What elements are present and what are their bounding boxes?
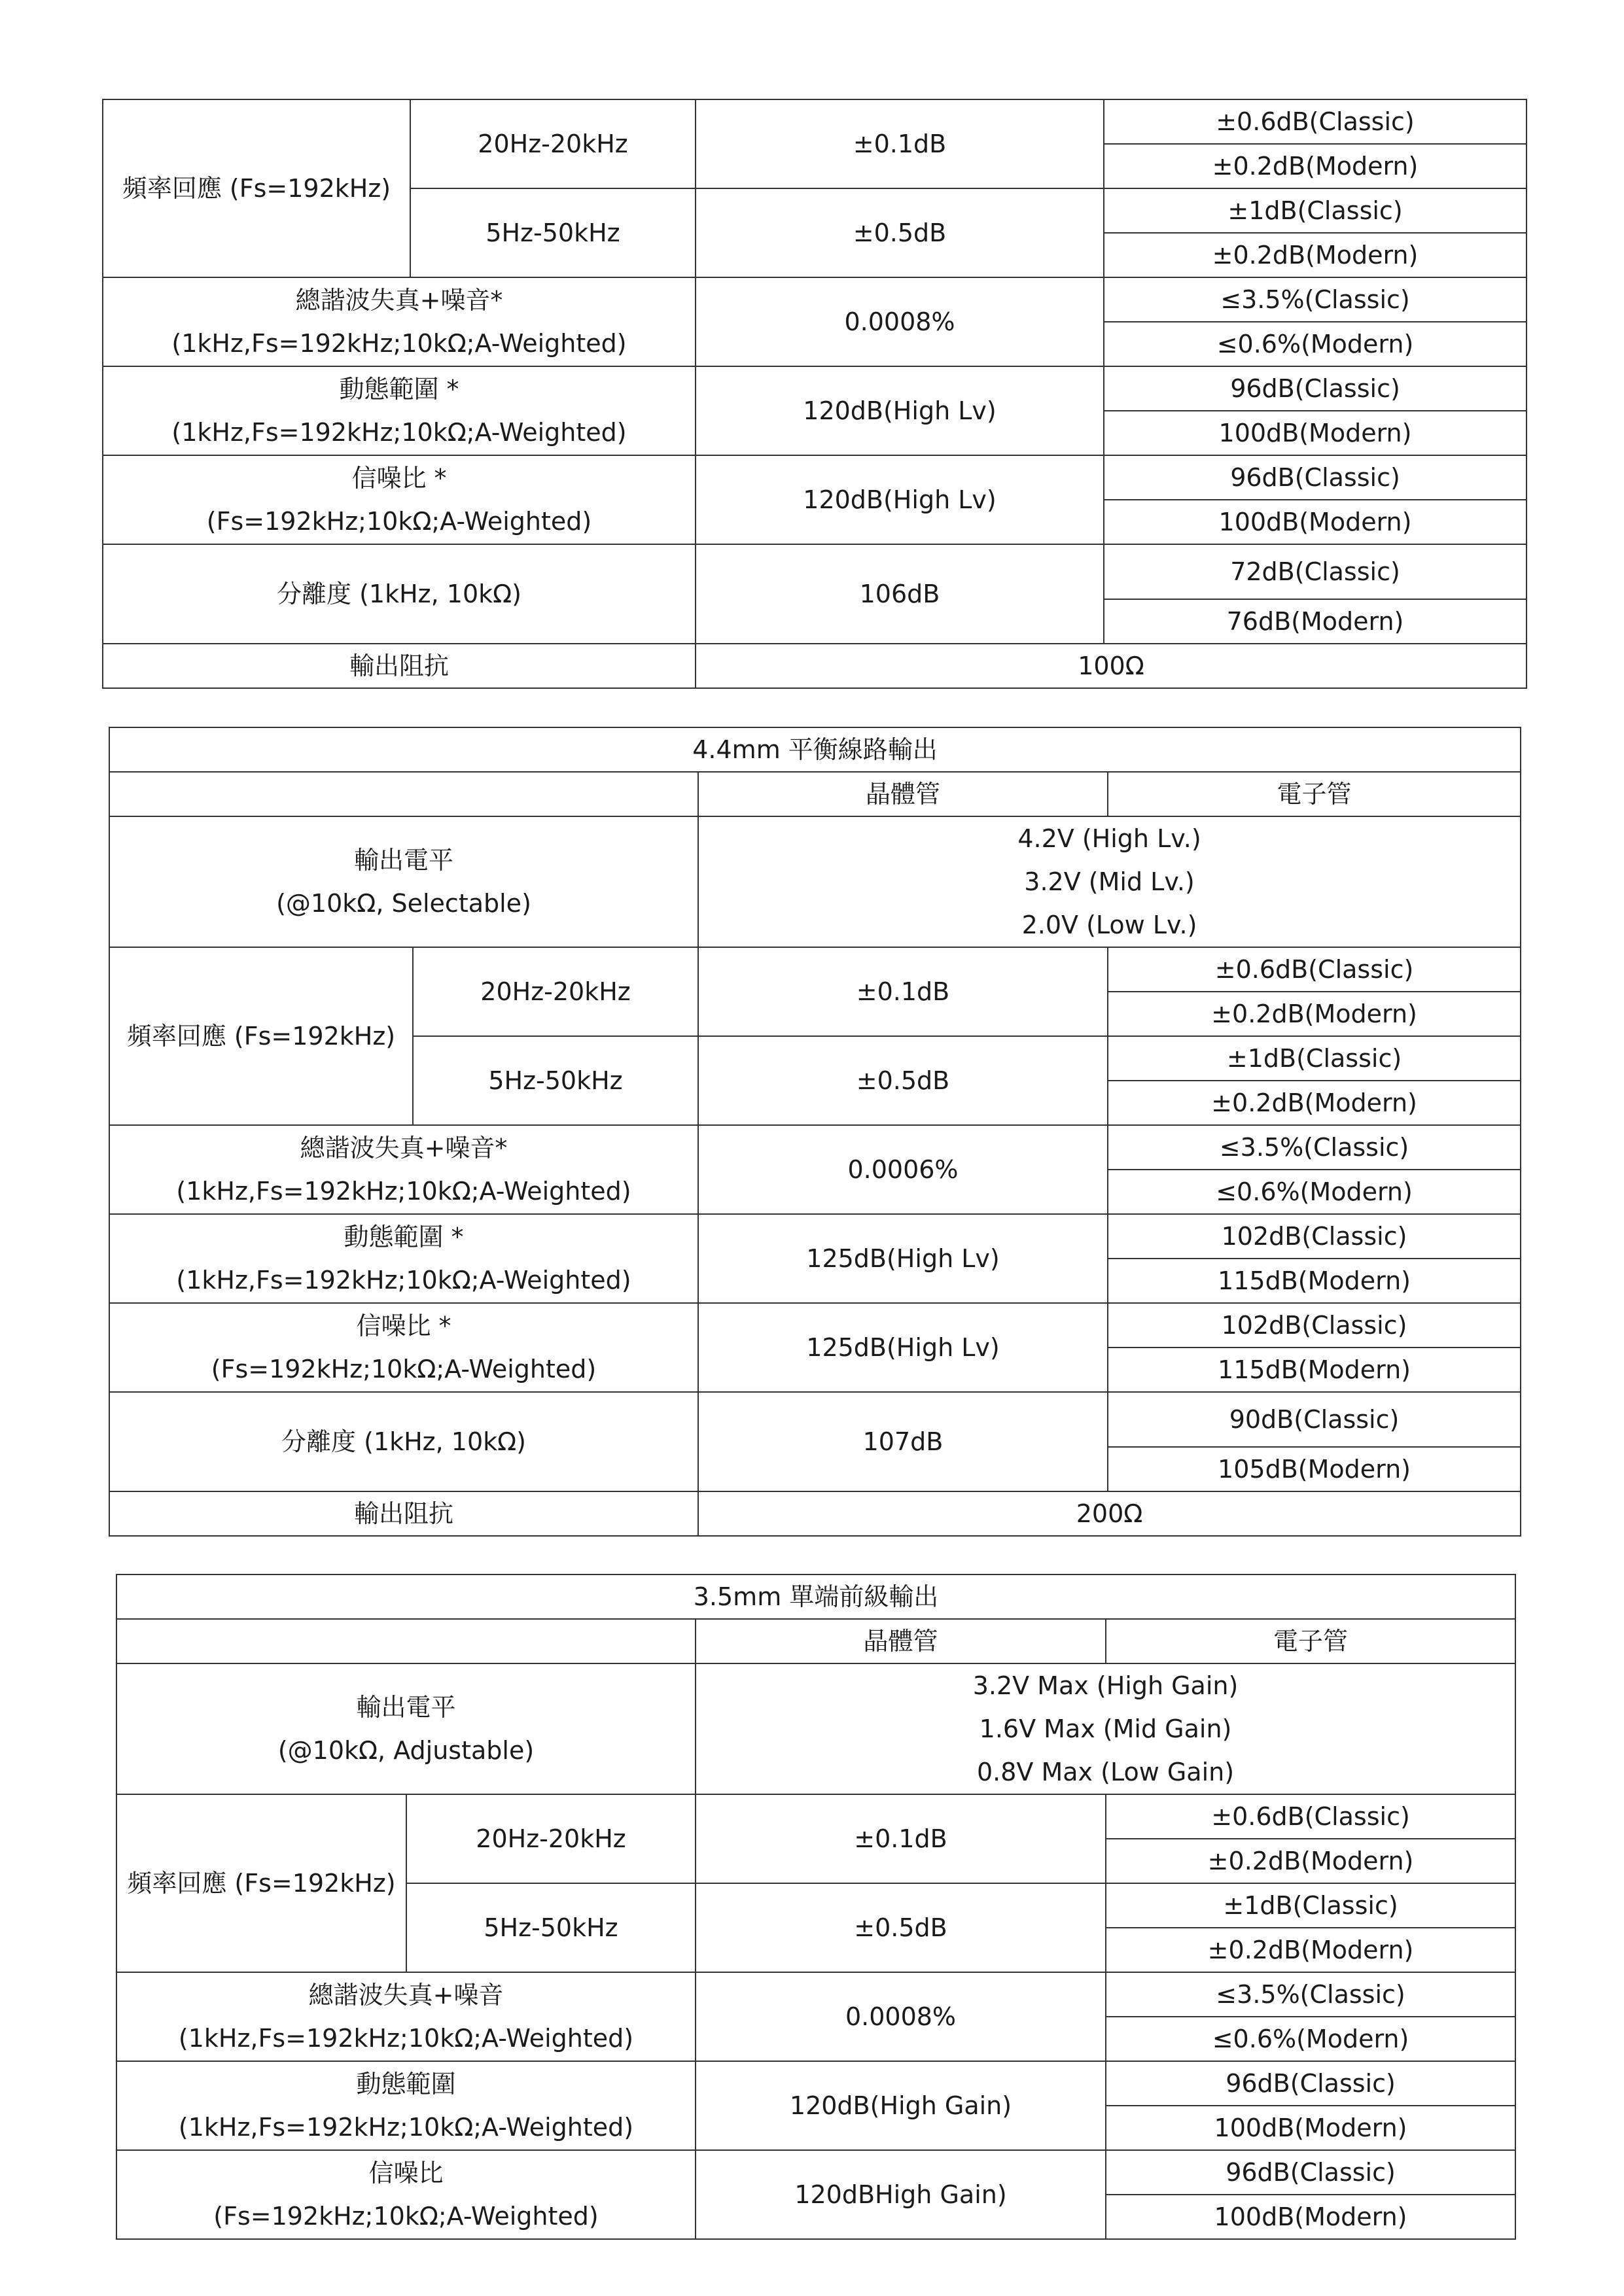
thd-value: 0.0008% xyxy=(696,277,1104,366)
snr-label-line2: (Fs=192kHz;10kΩ;A-Weighted) xyxy=(213,2202,599,2231)
snr-classic: 96dB(Classic) xyxy=(1106,2150,1515,2195)
output-level-line2: (@10kΩ, Selectable) xyxy=(276,889,531,918)
snr-label-line1: 信噪比 xyxy=(368,2159,444,2187)
thd-label-line2: (1kHz,Fs=192kHz;10kΩ;A-Weighted) xyxy=(178,2024,634,2053)
sep-label: 分離度 (1kHz, 10kΩ) xyxy=(109,1392,698,1491)
output-level-mid: 3.2V (Mid Lv.) xyxy=(1024,867,1195,896)
snr-modern: 115dB(Modern) xyxy=(1108,1348,1521,1392)
freq-value-20k: ±0.1dB xyxy=(698,947,1108,1036)
snr-classic: 102dB(Classic) xyxy=(1108,1303,1521,1348)
thd-classic: ≤3.5%(Classic) xyxy=(1106,1972,1515,2017)
col-tube: 電子管 xyxy=(1106,1619,1515,1663)
dr-value: 120dB(High Gain) xyxy=(696,2061,1106,2150)
table-title: 3.5mm 單端前級輸出 xyxy=(116,1574,1515,1619)
thd-label-line2: (1kHz,Fs=192kHz;10kΩ;A-Weighted) xyxy=(171,329,627,358)
freq-range-20k: 20Hz-20kHz xyxy=(410,99,696,188)
dr-label xyxy=(103,366,696,455)
table-title: 4.4mm 平衡線路輸出 xyxy=(109,727,1521,772)
dr-label-line1: 動態範圍 * xyxy=(344,1223,464,1251)
dr-label-line1: 動態範圍 * xyxy=(339,375,459,404)
freq-modern-20k: ±0.2dB(Modern) xyxy=(1108,992,1521,1036)
output-level-values xyxy=(698,816,1521,947)
dr-value: 120dB(High Lv) xyxy=(696,366,1104,455)
freq-modern-20k: ±0.2dB(Modern) xyxy=(1104,144,1527,188)
sep-classic: 72dB(Classic) xyxy=(1104,544,1527,599)
sep-modern: 105dB(Modern) xyxy=(1108,1447,1521,1491)
output-level-label xyxy=(116,1663,696,1794)
freq-classic-20k: ±0.6dB(Classic) xyxy=(1108,947,1521,992)
freq-classic-50k: ±1dB(Classic) xyxy=(1108,1036,1521,1081)
snr-label xyxy=(103,455,696,544)
impedance-value: 100Ω xyxy=(696,644,1527,688)
snr-modern: 100dB(Modern) xyxy=(1104,500,1527,544)
freq-response-label: 頻率回應 (Fs=192kHz) xyxy=(116,1794,406,1972)
dr-label-line1: 動態範圍 xyxy=(356,2070,456,2098)
freq-classic-20k: ±0.6dB(Classic) xyxy=(1106,1794,1515,1839)
thd-classic: ≤3.5%(Classic) xyxy=(1104,277,1527,322)
snr-label-line1: 信噪比 * xyxy=(356,1312,451,1340)
freq-range-20k: 20Hz-20kHz xyxy=(413,947,698,1036)
output-level-high: 4.2V (High Lv.) xyxy=(1017,824,1201,853)
freq-value-20k: ±0.1dB xyxy=(696,1794,1106,1883)
impedance-value: 200Ω xyxy=(698,1491,1521,1536)
freq-range-50k: 5Hz-50kHz xyxy=(410,188,696,277)
thd-label-line2: (1kHz,Fs=192kHz;10kΩ;A-Weighted) xyxy=(176,1177,631,1206)
thd-label-line1: 總諧波失真+噪音* xyxy=(295,286,503,315)
spec-table-3 xyxy=(116,1574,1516,2240)
output-level-low: 2.0V (Low Lv.) xyxy=(1021,911,1197,939)
thd-label xyxy=(116,1972,696,2061)
impedance-label: 輸出阻抗 xyxy=(109,1491,698,1536)
freq-classic-50k: ±1dB(Classic) xyxy=(1104,188,1527,233)
dr-value: 125dB(High Lv) xyxy=(698,1214,1108,1303)
thd-label-line1: 總諧波失真+噪音* xyxy=(300,1134,508,1162)
dr-modern: 115dB(Modern) xyxy=(1108,1259,1521,1303)
snr-classic: 96dB(Classic) xyxy=(1104,455,1527,500)
dr-label-line2: (1kHz,Fs=192kHz;10kΩ;A-Weighted) xyxy=(176,1266,631,1295)
col-tube: 電子管 xyxy=(1108,772,1521,816)
snr-value: 125dB(High Lv) xyxy=(698,1303,1108,1392)
spec-table-1 xyxy=(102,99,1527,689)
freq-modern-50k: ±0.2dB(Modern) xyxy=(1106,1928,1515,1972)
output-level-mid: 1.6V Max (Mid Gain) xyxy=(979,1714,1232,1743)
thd-label xyxy=(109,1125,698,1214)
impedance-label: 輸出阻抗 xyxy=(103,644,696,688)
snr-value: 120dBHigh Gain) xyxy=(696,2150,1106,2239)
dr-label xyxy=(109,1214,698,1303)
header-empty xyxy=(109,772,698,816)
sep-classic: 90dB(Classic) xyxy=(1108,1392,1521,1447)
snr-modern: 100dB(Modern) xyxy=(1106,2195,1515,2239)
freq-range-50k: 5Hz-50kHz xyxy=(406,1883,696,1972)
dr-label-line2: (1kHz,Fs=192kHz;10kΩ;A-Weighted) xyxy=(178,2113,634,2142)
output-level-label xyxy=(109,816,698,947)
snr-value: 120dB(High Lv) xyxy=(696,455,1104,544)
output-level-values xyxy=(696,1663,1515,1794)
col-transistor: 晶體管 xyxy=(696,1619,1106,1663)
spec-table-2 xyxy=(109,727,1521,1537)
thd-label xyxy=(103,277,696,366)
output-level-high: 3.2V Max (High Gain) xyxy=(972,1671,1239,1700)
snr-label-line2: (Fs=192kHz;10kΩ;A-Weighted) xyxy=(211,1355,597,1383)
sep-label: 分離度 (1kHz, 10kΩ) xyxy=(103,544,696,644)
freq-value-50k: ±0.5dB xyxy=(696,1883,1106,1972)
thd-value: 0.0006% xyxy=(698,1125,1108,1214)
freq-range-20k: 20Hz-20kHz xyxy=(406,1794,696,1883)
header-empty xyxy=(116,1619,696,1663)
dr-modern: 100dB(Modern) xyxy=(1106,2106,1515,2150)
sep-modern: 76dB(Modern) xyxy=(1104,599,1527,644)
dr-label xyxy=(116,2061,696,2150)
freq-value-50k: ±0.5dB xyxy=(698,1036,1108,1125)
freq-classic-50k: ±1dB(Classic) xyxy=(1106,1883,1515,1928)
snr-label xyxy=(109,1303,698,1392)
thd-modern: ≤0.6%(Modern) xyxy=(1108,1170,1521,1214)
thd-label-line1: 總諧波失真+噪音 xyxy=(308,1981,504,2009)
output-level-line1: 輸出電平 xyxy=(356,1693,456,1722)
sep-value: 107dB xyxy=(698,1392,1108,1491)
output-level-line1: 輸出電平 xyxy=(353,846,453,875)
thd-classic: ≤3.5%(Classic) xyxy=(1108,1125,1521,1170)
col-transistor: 晶體管 xyxy=(698,772,1108,816)
snr-label-line1: 信噪比 * xyxy=(351,464,447,493)
freq-range-50k: 5Hz-50kHz xyxy=(413,1036,698,1125)
dr-classic: 96dB(Classic) xyxy=(1104,366,1527,411)
dr-classic: 102dB(Classic) xyxy=(1108,1214,1521,1259)
freq-classic-20k: ±0.6dB(Classic) xyxy=(1104,99,1527,144)
output-level-low: 0.8V Max (Low Gain) xyxy=(976,1758,1235,1786)
snr-label-line2: (Fs=192kHz;10kΩ;A-Weighted) xyxy=(206,507,592,536)
thd-modern: ≤0.6%(Modern) xyxy=(1104,322,1527,366)
sep-value: 106dB xyxy=(696,544,1104,644)
dr-modern: 100dB(Modern) xyxy=(1104,411,1527,455)
freq-value-20k: ±0.1dB xyxy=(696,99,1104,188)
freq-value-50k: ±0.5dB xyxy=(696,188,1104,277)
thd-modern: ≤0.6%(Modern) xyxy=(1106,2017,1515,2061)
dr-classic: 96dB(Classic) xyxy=(1106,2061,1515,2106)
thd-value: 0.0008% xyxy=(696,1972,1106,2061)
output-level-line2: (@10kΩ, Adjustable) xyxy=(277,1736,535,1765)
freq-modern-50k: ±0.2dB(Modern) xyxy=(1108,1081,1521,1125)
dr-label-line2: (1kHz,Fs=192kHz;10kΩ;A-Weighted) xyxy=(171,418,627,447)
freq-response-label: 頻率回應 (Fs=192kHz) xyxy=(103,99,410,277)
freq-modern-50k: ±0.2dB(Modern) xyxy=(1104,233,1527,277)
freq-modern-20k: ±0.2dB(Modern) xyxy=(1106,1839,1515,1883)
snr-label xyxy=(116,2150,696,2239)
freq-response-label: 頻率回應 (Fs=192kHz) xyxy=(109,947,413,1125)
